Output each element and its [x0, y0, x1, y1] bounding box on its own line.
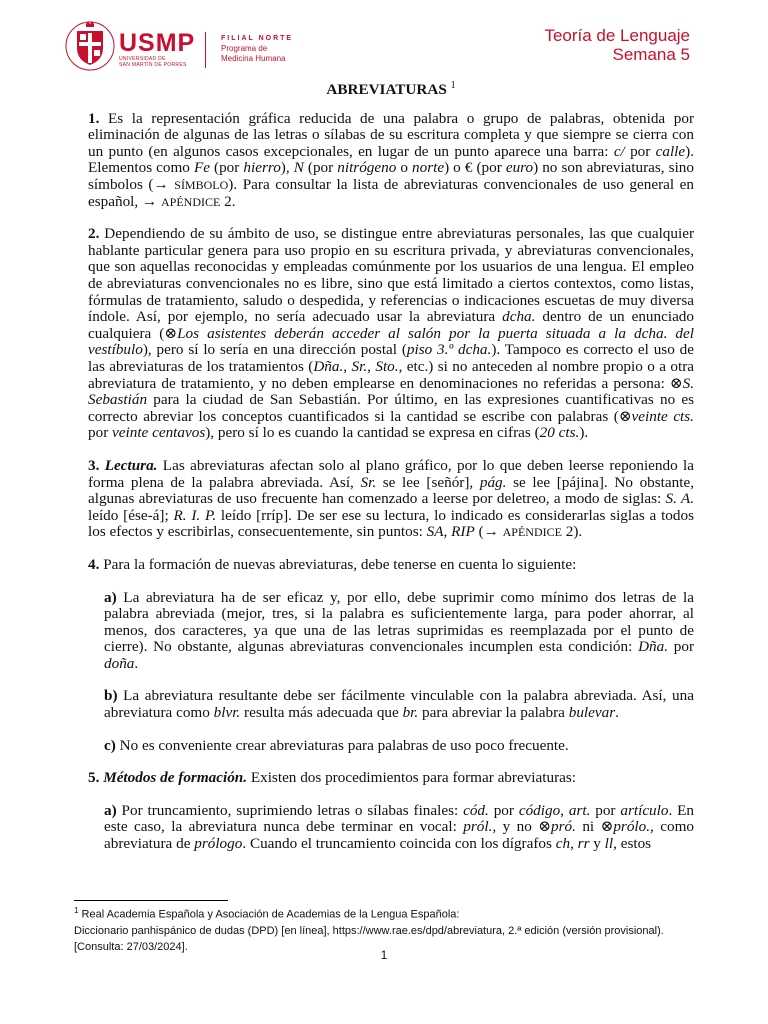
course-title: Teoría de Lenguaje: [544, 26, 690, 45]
course-week: Semana 5: [612, 45, 690, 64]
section-heading: Métodos de formación.: [103, 769, 248, 787]
incorrect-mark-icon: ⊗: [538, 818, 551, 836]
footnote-line-1: $^1$ Real Academia Española y Asociación de Academias de la Lengua Española:: [74, 906, 460, 921]
section-5-a: a) Por truncamiento, suprimiendo letras o sílabas finales: cód. por código, art. por artículo. En este caso, la abreviatura nunca debe terminar en vocal: pról., y no ⊗pró. ni ⊗prólo., como abreviatura de prólogo. Cuando el truncamiento coincida con los dígrafos ch, rr y ll, estos: [104, 801, 695, 853]
ref-apendice: APÉNDICE: [502, 525, 562, 540]
incorrect-mark-icon: ⊗: [618, 407, 632, 425]
incorrect-mark-icon: ⊗: [164, 324, 178, 342]
footnote-number: 1: [74, 906, 79, 915]
filial-name: FILIAL NORTE: [221, 35, 294, 42]
section-number: 4.: [88, 555, 100, 573]
logo-divider: [205, 32, 206, 68]
section-4-c: c) No es conveniente crear abreviaturas para palabras de uso poco frecuente.: [104, 736, 569, 754]
page-title: [88, 78, 694, 99]
footnote-separator: [74, 900, 228, 901]
arrow-icon: →: [153, 176, 169, 194]
section-4-a: a) La abreviatura ha de ser eficaz y, por ello, debe suprimir como mínimo dos letras de la palabra abreviada (mejor, tres, si la palabra es suficientemente larga, para poder ahorrar, al menos, dos caracteres, ya que una de las letras suprimidas es reemplazada por el punto de cierre). No obstante, algunas abreviaturas convencionales incumplen esta condición: Dña. por doña.: [104, 588, 694, 672]
footnote: [74, 903, 704, 955]
university-line-2: SAN MARTÍN DE PORRES: [119, 62, 187, 68]
section-heading: Lectura.: [104, 456, 158, 474]
section-2: 2. Dependiendo de su ámbito de uso, se distingue entre abreviaturas personales, las que cualquier hablante particular genera para uso propio en su escritura privada, y abreviaturas convencionales, que son aquellas reconocidas y empleadas comúnmente por los usuarios de una lengua. El empleo de abreviaturas convencionales no es libre, sino que está limitado a ciertos contextos, como listas, fórmulas de tratamiento, saludo o despedida, y referencias o indicaciones escuetas de muy diversa índole. Así, por ejemplo, no sería adecuado usar la abreviatura dcha. dentro de un enunciado cualquiera (⊗Los asistentes deberán acceder al salón por la puerta situada a la dcha. del vestíbulo), pero sí lo sería en una dirección postal (piso 3.º dcha.). Tampoco es correcto el uso de las abreviaturas de los tratamientos (Dña., Sr., Sto., etc.) si no anteceden al nombre propio o a otra abreviatura de tratamiento, y no deben emplearse en denominaciones no referidas a persona: ⊗S. Sebastián para la ciudad de San Sebastián. Por último, en las expresiones cuantificativas no es correcto abreviar los conceptos cuantificados si la cantidad se escribe con palabras (⊗veinte cts. por veinte centavos), pero sí lo es cuando la cantidad se expresa en cifras (20 cts.).: [88, 225, 695, 442]
ref-simbolo: SÍMBOLO: [174, 178, 229, 193]
title-footnote-ref[interactable]: 1: [450, 80, 456, 91]
usmp-wordmark: [119, 30, 195, 68]
title-text: ABREVIATURAS: [326, 81, 447, 99]
ref-apendice: APÉNDICE: [160, 194, 221, 209]
footnote-line-2: Diccionario panhispánico de dudas (DPD) [en línea], https://www.rae.es/dpd/abreviatura, 2.ª edición (versión provisional). [Consulta: 27/03/2024].: [74, 924, 664, 953]
usmp-logo: [64, 18, 314, 76]
arrow-icon: →: [142, 192, 158, 210]
document-body: [88, 78, 694, 869]
filial-block: [221, 34, 293, 64]
section-1: 1. Es la representación gráfica reducida de una palabra o grupo de palabras, obtenida por eliminación de algunas de las letras o sílabas de su escritura completa y que siempre se cierra con un punto (en algunos casos excepcionales, en lugar de un punto aparece una barra: c/ por calle). Elementos como Fe (por hierro), N (por nitrógeno o norte) o € (por euro) no son abreviaturas, sino símbolos (→ SÍMBOLO). Para consultar la lista de abreviaturas convencionales de uso general en español, → APÉNDICE 2.: [88, 109, 695, 210]
section-4: 4. Para la formación de nuevas abreviaturas, debe tenerse en cuenta lo siguiente:: [88, 555, 577, 573]
university-line-1: UNIVERSIDAD DE: [119, 56, 166, 62]
section-4-b: b) La abreviatura resultante debe ser fácilmente vinculable con la palabra abreviada. Así, una abreviatura como blvr. resulta más adecuada que br. para abreviar la palabra bulevar.: [104, 687, 694, 722]
course-block: [544, 26, 690, 64]
incorrect-mark-icon: ⊗: [600, 818, 614, 836]
brand-name: USMP: [119, 29, 196, 57]
program-line-1: Programa de: [221, 44, 268, 53]
section-3: 3. Lectura. Las abreviaturas afectan solo al plano gráfico, por lo que deben leerse reponiendo la forma plena de la palabra abreviada. Así, Sr. se lee [señór], pág. se lee [pájina]. No obstante, algunas abreviaturas de uso frecuente han comenzado a leerse por deletreo, a modo de siglas: S. A. leído [ése-á]; R. I. P. leído [rríp]. De ser ese su lectura, lo indicado es considerarlas siglas a todos los efectos y escribirlas, consecuentemente, sin puntos: SA, RIP (→ APÉNDICE 2).: [88, 456, 694, 541]
page-number: 1: [380, 948, 388, 962]
program-line-2: Medicina Humana: [221, 54, 286, 63]
section-number: 2.: [88, 225, 100, 243]
incorrect-mark-icon: ⊗: [669, 374, 683, 392]
section-number: 3.: [88, 456, 100, 474]
section-5: 5. Métodos de formación. Existen dos procedimientos para formar abreviaturas:: [88, 769, 576, 787]
section-number: 5.: [88, 769, 100, 787]
page-header: [64, 16, 690, 80]
arrow-icon: →: [483, 523, 499, 541]
section-number: 1.: [88, 109, 100, 127]
usmp-seal-icon: [64, 18, 116, 74]
